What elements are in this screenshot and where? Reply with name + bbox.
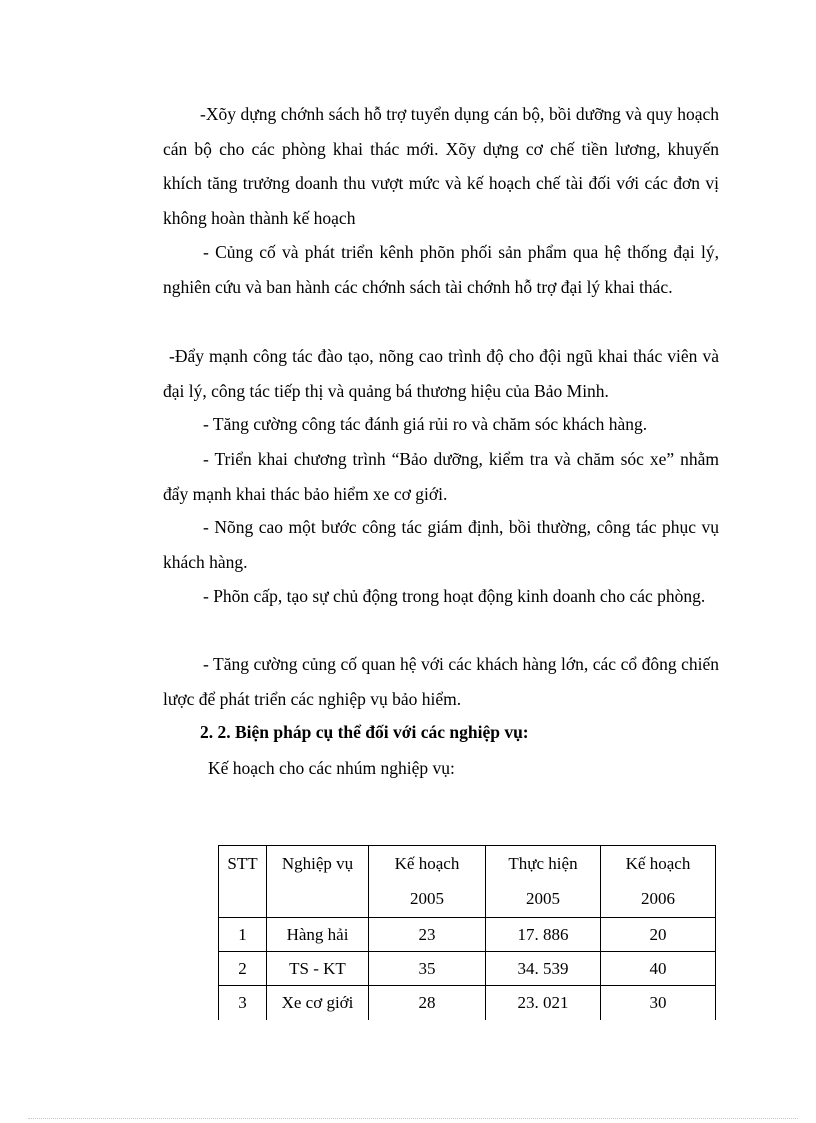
- cell-stt: 3: [219, 986, 267, 1021]
- paragraph-risk: - Tăng cường công tác đánh giá rủi ro và chăm sóc khách hàng.: [203, 414, 648, 434]
- paragraph-relations: - Tăng cường củng cố quan hệ với các khách hàng lớn, các cổ đông chiến lược để phát triển các nghiệp vụ bảo hiểm.: [163, 654, 719, 709]
- paragraph-training: -Đẩy mạnh công tác đào tạo, nõng cao trình độ cho đội ngũ khai thác viên và đại lý, công tác tiếp thị và quảng bá thương hiệu của Bảo Minh.: [163, 346, 719, 401]
- page-bottom-divider: [28, 1118, 798, 1119]
- plan-table: [218, 845, 716, 1020]
- paragraph-policy: -Xõy dựng chớnh sách hỗ trợ tuyển dụng cán bộ, bồi dưỡng và quy hoạch cán bộ cho các phòng khai thác mới. Xõy dựng cơ chế tiền lương, khuyến khích tăng trưởng doanh thu vượt mức và kế hoạch chế tài đối với các đơn vị không hoàn thành kế hoạch: [163, 104, 719, 228]
- cell-ke-hoach-2006: 30: [601, 986, 716, 1021]
- cell-thuc-hien-2005: 23. 021: [486, 986, 601, 1021]
- cell-stt: 1: [219, 918, 267, 952]
- cell-thuc-hien-2005: 34. 539: [486, 952, 601, 986]
- cell-stt: 2: [219, 952, 267, 986]
- paragraph-decentralization: - Phõn cấp, tạo sự chủ động trong hoạt động kinh doanh cho các phòng.: [203, 586, 706, 606]
- cell-nghiep-vu: TS - KT: [267, 952, 369, 986]
- cell-ke-hoach-2005: 28: [369, 986, 486, 1021]
- cell-ke-hoach-2005: 35: [369, 952, 486, 986]
- cell-ke-hoach-2005: 23: [369, 918, 486, 952]
- header-ke-hoach-2006: Kế hoạch 2006: [601, 846, 716, 918]
- cell-nghiep-vu: Xe cơ giới: [267, 986, 369, 1021]
- section-heading: 2. 2. Biện pháp cụ thể đối với các nghiệp vụ:: [200, 722, 529, 742]
- cell-ke-hoach-2006: 40: [601, 952, 716, 986]
- table-row: [219, 986, 716, 1021]
- cell-ke-hoach-2006: 20: [601, 918, 716, 952]
- header-thuc-hien-2005: Thực hiện 2005: [486, 846, 601, 918]
- header-ke-hoach-2005: Kế hoạch 2005: [369, 846, 486, 918]
- header-stt: STT: [219, 846, 267, 918]
- table-header-row: [219, 846, 716, 918]
- paragraph-distribution: - Củng cố và phát triển kênh phõn phối sản phẩm qua hệ thống đại lý, nghiên cứu và ban hành các chớnh sách tài chớnh hỗ trợ đại lý khai thác.: [163, 242, 719, 297]
- table-row: [219, 952, 716, 986]
- cell-nghiep-vu: Hàng hải: [267, 918, 369, 952]
- paragraph-maintenance: - Triển khai chương trình “Bảo dưỡng, kiểm tra và chăm sóc xe” nhằm đẩy mạnh khai thác bảo hiểm xe cơ giới.: [163, 449, 719, 504]
- paragraph-assessment: - Nõng cao một bước công tác giám định, bồi thường, công tác phục vụ khách hàng.: [163, 517, 719, 572]
- cell-thuc-hien-2005: 17. 886: [486, 918, 601, 952]
- table-row: [219, 918, 716, 952]
- header-nghiep-vu: Nghiệp vụ: [267, 846, 369, 918]
- section-subheading: Kế hoạch cho các nhúm nghiệp vụ:: [208, 758, 455, 778]
